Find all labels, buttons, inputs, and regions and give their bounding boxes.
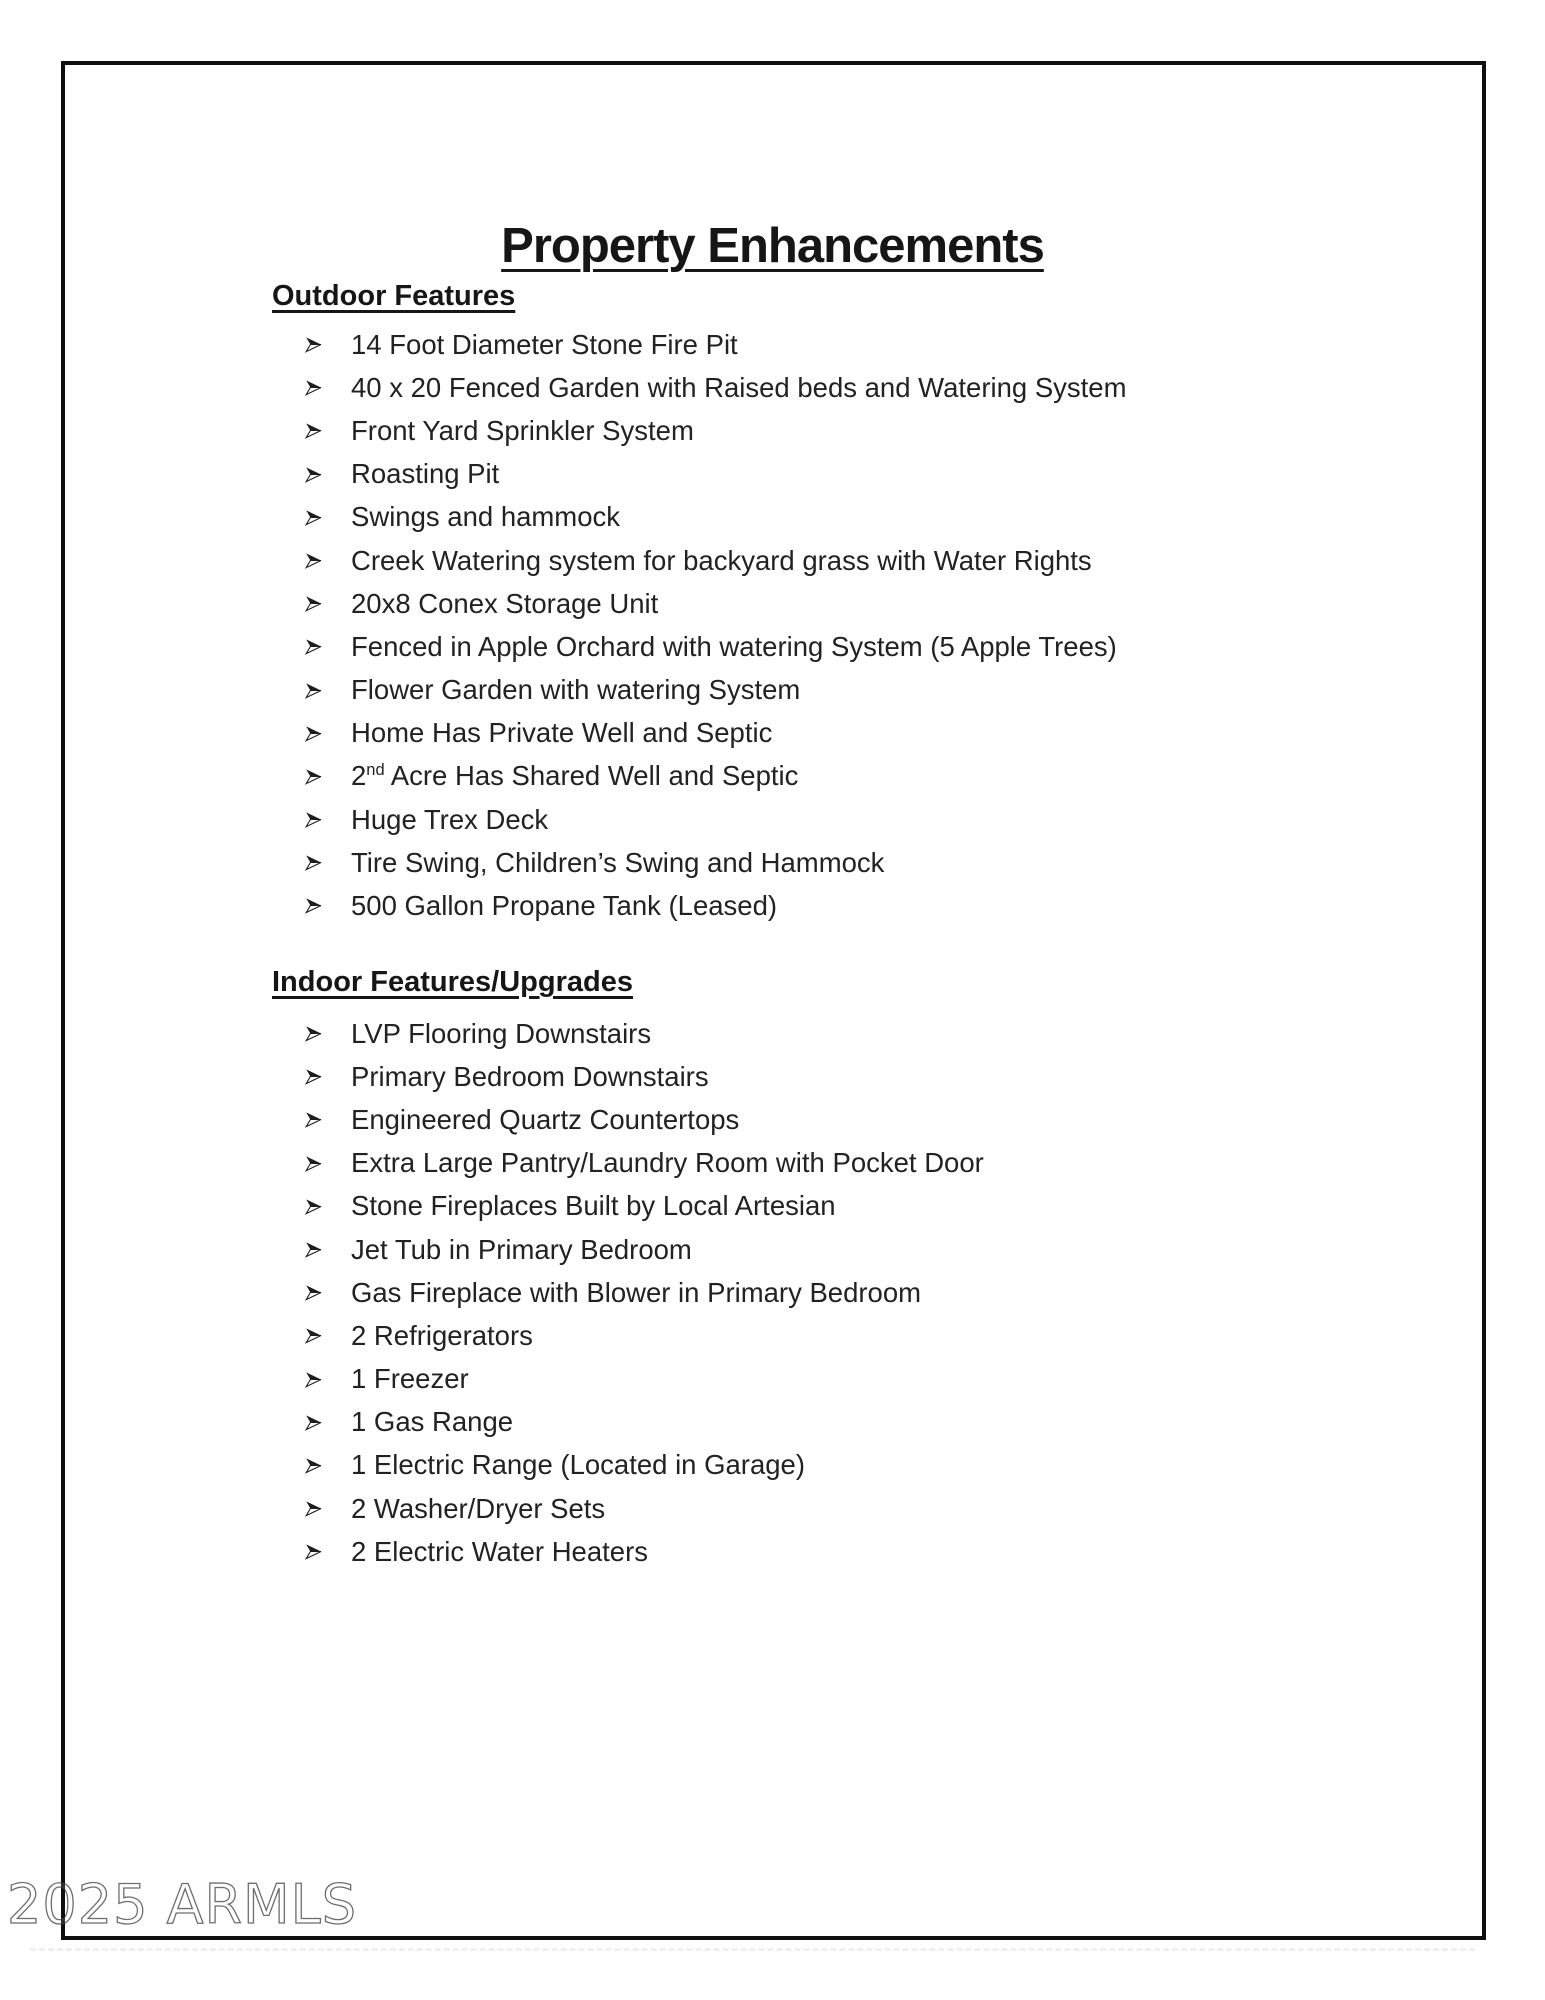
arrow-bullet-icon bbox=[303, 1239, 324, 1260]
arrow-bullet-icon bbox=[303, 1066, 324, 1087]
list-item bbox=[0, 841, 1545, 884]
list-item bbox=[0, 1530, 1545, 1573]
arrow-bullet-icon bbox=[303, 377, 324, 398]
list-item-text: Flower Garden with watering System bbox=[351, 674, 801, 706]
list-item-text: Home Has Private Well and Septic bbox=[351, 717, 773, 749]
list-item bbox=[0, 1401, 1545, 1444]
list-item bbox=[0, 798, 1545, 841]
list-item-text: 40 x 20 Fenced Garden with Raised beds and Watering System bbox=[351, 371, 1127, 403]
list-item-text: Primary Bedroom Downstairs bbox=[351, 1060, 709, 1092]
list-item bbox=[0, 1271, 1545, 1314]
arrow-bullet-icon bbox=[303, 420, 324, 441]
list-item bbox=[0, 1358, 1545, 1401]
list-item-text: 500 Gallon Propane Tank (Leased) bbox=[351, 890, 778, 922]
list-item-text: 14 Foot Diameter Stone Fire Pit bbox=[351, 328, 738, 360]
arrow-bullet-icon bbox=[303, 1196, 324, 1217]
arrow-bullet-icon bbox=[303, 1412, 324, 1433]
arrow-bullet-icon bbox=[303, 1109, 324, 1130]
arrow-bullet-icon bbox=[303, 1498, 324, 1519]
list-item-text: 1 Electric Range (Located in Garage) bbox=[351, 1449, 805, 1481]
list-item-text: Front Yard Sprinkler System bbox=[351, 414, 694, 446]
list-item bbox=[0, 755, 1545, 798]
list-item bbox=[0, 1055, 1545, 1098]
list-item bbox=[0, 712, 1545, 755]
arrow-bullet-icon bbox=[303, 550, 324, 571]
list-item bbox=[0, 884, 1545, 927]
list-item bbox=[0, 1487, 1545, 1530]
arrow-bullet-icon bbox=[303, 1325, 324, 1346]
outdoor-features-list bbox=[0, 323, 1545, 928]
document-title: Property Enhancements bbox=[501, 218, 1044, 273]
list-item-text: Roasting Pit bbox=[351, 458, 500, 490]
list-item-text: LVP Flooring Downstairs bbox=[351, 1017, 652, 1049]
list-item bbox=[0, 1142, 1545, 1185]
list-item bbox=[0, 323, 1545, 366]
list-item bbox=[0, 625, 1545, 668]
arrow-bullet-icon bbox=[303, 636, 324, 657]
list-item-text: 2 Washer/Dryer Sets bbox=[351, 1492, 606, 1524]
list-item bbox=[0, 366, 1545, 409]
arrow-bullet-icon bbox=[303, 1282, 324, 1303]
list-item bbox=[0, 1185, 1545, 1228]
list-item-text: Stone Fireplaces Built by Local Artesian bbox=[351, 1190, 836, 1222]
arrow-bullet-icon bbox=[303, 1455, 324, 1476]
list-item-text: 20x8 Conex Storage Unit bbox=[351, 587, 659, 619]
list-item bbox=[0, 409, 1545, 452]
list-item-text: 1 Freezer bbox=[351, 1363, 469, 1395]
list-item-text: 1 Gas Range bbox=[351, 1406, 514, 1438]
list-item bbox=[0, 453, 1545, 496]
list-item-text: Creek Watering system for backyard grass with Water Rights bbox=[351, 544, 1092, 576]
section-heading-outdoor-features: Outdoor Features bbox=[272, 280, 516, 312]
arrow-bullet-icon bbox=[303, 507, 324, 528]
list-item-text: Engineered Quartz Countertops bbox=[351, 1103, 740, 1135]
list-item bbox=[0, 669, 1545, 712]
armls-watermark: 2025 ARMLS bbox=[7, 1873, 358, 1936]
list-item bbox=[0, 1098, 1545, 1141]
list-item-text: Jet Tub in Primary Bedroom bbox=[351, 1233, 692, 1265]
list-item-text: Huge Trex Deck bbox=[351, 803, 549, 835]
arrow-bullet-icon bbox=[303, 680, 324, 701]
list-item bbox=[0, 496, 1545, 539]
list-item bbox=[0, 1012, 1545, 1055]
list-item-text: 2nd Acre Has Shared Well and Septic bbox=[351, 760, 799, 792]
list-item bbox=[0, 582, 1545, 625]
list-item-text: Gas Fireplace with Blower in Primary Bedroom bbox=[351, 1276, 922, 1308]
list-item-text: Extra Large Pantry/Laundry Room with Pocket Door bbox=[351, 1147, 984, 1179]
section-heading-indoor-features-upgrades: Indoor Features/Upgrades bbox=[272, 966, 633, 998]
list-item-text: Fenced in Apple Orchard with watering System (5 Apple Trees) bbox=[351, 630, 1117, 662]
list-item-text: 2 Refrigerators bbox=[351, 1319, 533, 1351]
indoor-features-list bbox=[0, 1012, 1545, 1573]
list-item bbox=[0, 1228, 1545, 1271]
list-item bbox=[0, 539, 1545, 582]
arrow-bullet-icon bbox=[303, 1153, 324, 1174]
arrow-bullet-icon bbox=[303, 852, 324, 873]
scan-artifact-line bbox=[30, 1948, 1475, 1951]
list-item bbox=[0, 1444, 1545, 1487]
arrow-bullet-icon bbox=[303, 1541, 324, 1562]
list-item-text: Tire Swing, Children’s Swing and Hammock bbox=[351, 846, 885, 878]
arrow-bullet-icon bbox=[303, 895, 324, 916]
list-item-text: 2 Electric Water Heaters bbox=[351, 1535, 648, 1567]
arrow-bullet-icon bbox=[303, 593, 324, 614]
arrow-bullet-icon bbox=[303, 334, 324, 355]
list-item-text: Swings and hammock bbox=[351, 501, 621, 533]
list-item bbox=[0, 1314, 1545, 1357]
arrow-bullet-icon bbox=[303, 766, 324, 787]
arrow-bullet-icon bbox=[303, 723, 324, 744]
arrow-bullet-icon bbox=[303, 1023, 324, 1044]
arrow-bullet-icon bbox=[303, 464, 324, 485]
arrow-bullet-icon bbox=[303, 809, 324, 830]
arrow-bullet-icon bbox=[303, 1369, 324, 1390]
